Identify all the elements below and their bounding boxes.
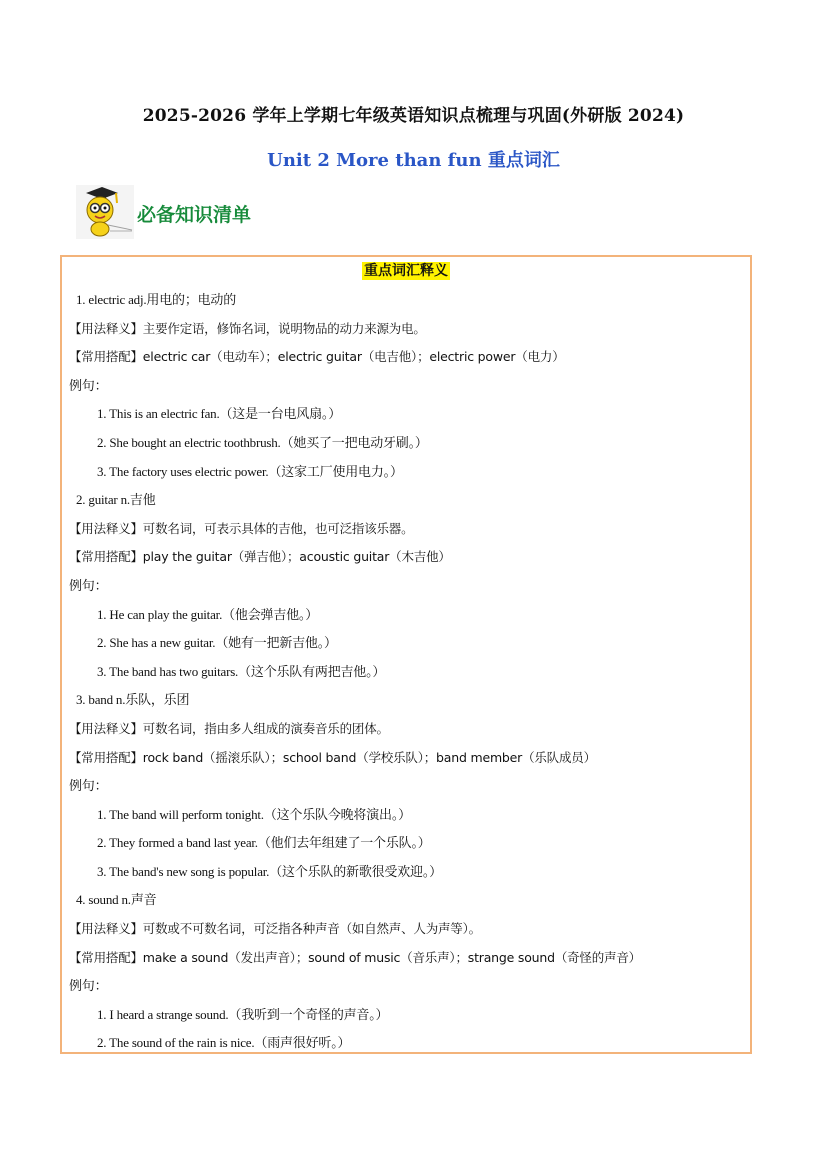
vocabulary-entry: 1. electric adj.用电的；电动的 <box>76 292 237 307</box>
vocabulary-lines <box>69 286 749 1058</box>
example-sentence: 1. The band will perform tonight.（这个乐队今晚将演出。） <box>97 806 411 822</box>
box-title: 重点词汇释义 <box>364 263 448 279</box>
document-title: 2025-2026 学年上学期七年级英语知识点梳理与巩固(外研版 2024) <box>142 106 685 126</box>
usage-note: 【常用搭配】rock band（摇滚乐队）；school band（学校乐队）；band member（乐队成员） <box>69 749 596 765</box>
usage-note: 【常用搭配】make a sound（发出声音）；sound of music（音乐声）；strange sound（奇怪的声音） <box>69 949 641 965</box>
example-heading: 例句： <box>69 377 108 393</box>
section-title: 必备知识清单 <box>137 204 252 226</box>
example-sentence: 2. They formed a band last year.（他们去年组建了一个乐队。） <box>97 835 431 851</box>
usage-note: 【用法释义】可数名词，指由多人组成的演奏音乐的团体。 <box>69 720 389 736</box>
example-sentence: 3. The factory uses electric power.（这家工厂使用电力。） <box>97 463 403 479</box>
example-sentence: 3. The band has two guitars.（这个乐队有两把吉他。） <box>97 663 386 679</box>
box-title-wrapper <box>62 260 750 280</box>
usage-note: 【常用搭配】play the guitar（弹吉他）；acoustic guitar（木吉他） <box>69 549 451 565</box>
vocabulary-box <box>60 255 752 1054</box>
example-heading: 例句： <box>69 577 108 593</box>
vocabulary-entry: 2. guitar n.吉他 <box>76 492 156 508</box>
graduate-cartoon-icon <box>76 185 134 239</box>
example-sentence: 1. He can play the guitar.（他会弹吉他。） <box>97 606 319 622</box>
usage-note: 【用法释义】可数名词，可表示具体的吉他，也可泛指该乐器。 <box>69 520 414 536</box>
vocabulary-entry: 3. band n.乐队，乐团 <box>76 692 190 708</box>
document-subtitle: Unit 2 More than fun 重点词汇 <box>267 150 560 171</box>
usage-note: 【用法释义】可数或不可数名词，可泛指各种声音（如自然声、人为声等）。 <box>69 921 481 937</box>
vocabulary-entry: 4. sound n.声音 <box>76 892 157 908</box>
usage-note: 【用法释义】主要作定语，修饰名词，说明物品的动力来源为电。 <box>69 320 426 336</box>
example-sentence: 2. She has a new guitar.（她有一把新吉他。） <box>97 635 337 651</box>
example-sentence: 2. She bought an electric toothbrush.（她买了一把电动牙刷。） <box>97 434 428 450</box>
example-sentence: 2. The sound of the rain is nice.（雨声很好听。） <box>97 1035 351 1051</box>
example-heading: 例句： <box>69 778 108 794</box>
usage-note: 【常用搭配】electric car（电动车）；electric guitar（电吉他）；electric power（电力） <box>69 349 565 365</box>
example-heading: 例句： <box>69 978 108 994</box>
example-sentence: 1. This is an electric fan.（这是一台电风扇。） <box>97 406 342 422</box>
example-sentence: 3. The band's new song is popular.（这个乐队的新歌很受欢迎。） <box>97 863 442 879</box>
example-sentence: 1. I heard a strange sound.（我听到一个奇怪的声音。） <box>97 1006 389 1022</box>
